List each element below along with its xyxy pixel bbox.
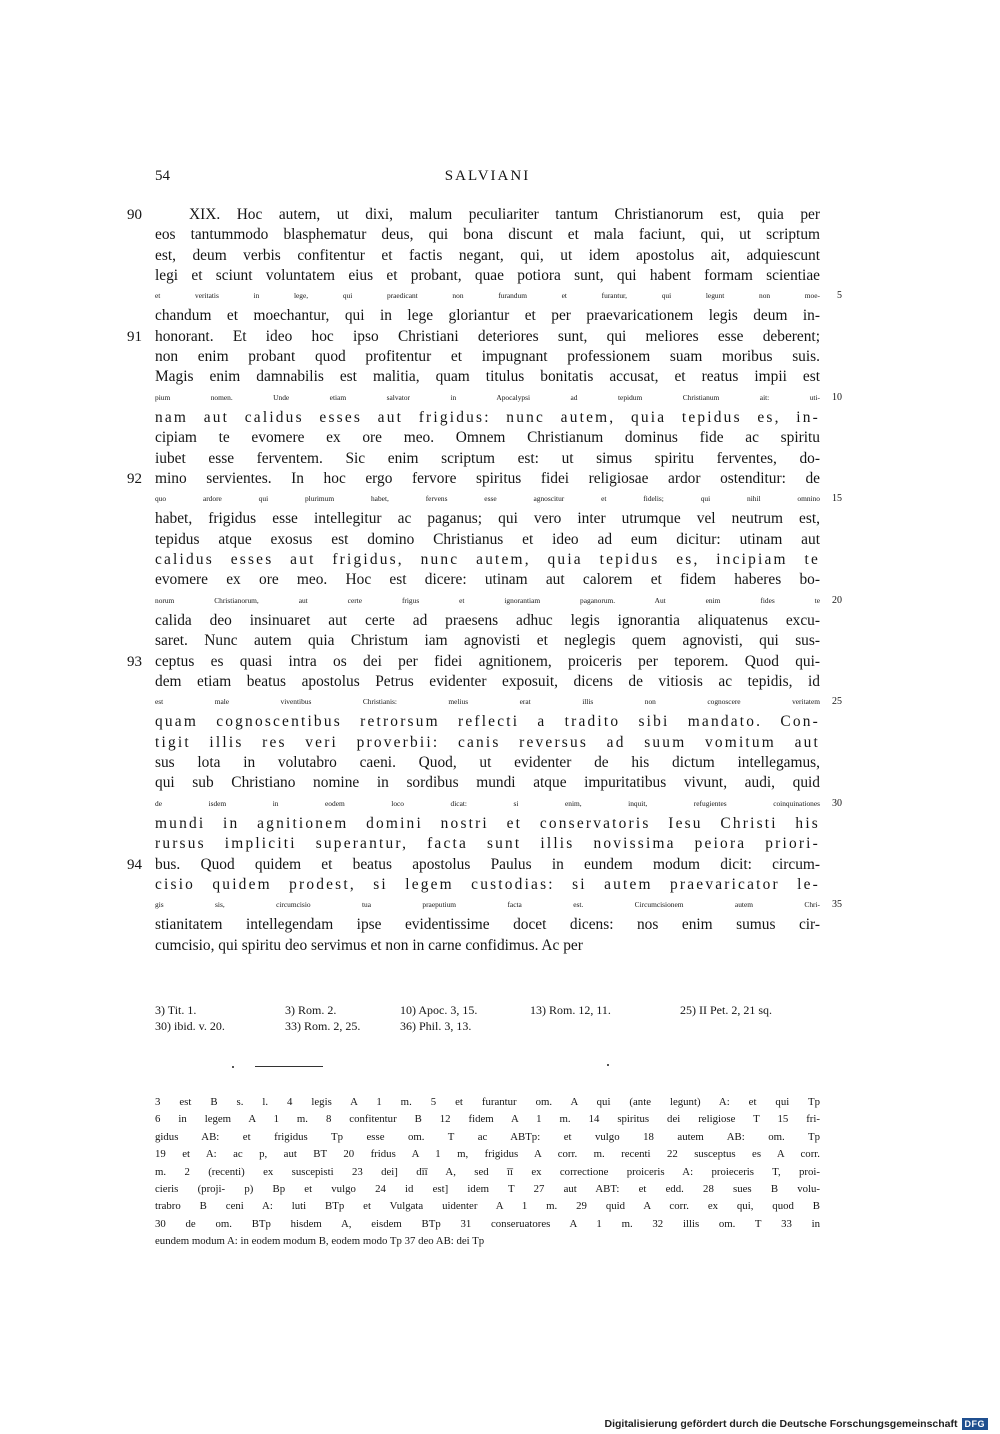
text-line bbox=[155, 530, 820, 550]
apparatus-line: trabro B ceni A: luti BTp et Vulgata uidenter A 1 m. 29 quid A corr. ex qui, quod B bbox=[155, 1200, 820, 1213]
line-text: legi et sciunt voluntatem eius et probant, quae potiora sunt, qui habent formam scientiae bbox=[155, 266, 820, 284]
footnote-ref: 13) Rom. 12, 11. bbox=[530, 1003, 611, 1017]
text-line bbox=[155, 266, 820, 286]
text-line bbox=[127, 327, 820, 347]
text-line bbox=[155, 753, 820, 773]
text-line bbox=[155, 834, 820, 854]
running-title: SALVIANI bbox=[444, 168, 531, 184]
text-line bbox=[155, 306, 820, 326]
text-line bbox=[155, 631, 820, 651]
line-text: habet, frigidus esse intellegitur ac paganus; qui vero inter utrumque vel neutrum est, bbox=[155, 510, 820, 528]
line-text: honorant. Et ideo hoc ipso Christiani deteriores sunt, qui meliores esse deberent; bbox=[155, 327, 820, 345]
apparatus-line: eundem modum A: in eodem modum B, eodem modo Tp 37 deo AB: dei Tp bbox=[155, 1235, 485, 1248]
footnote-ref: 10) Apoc. 3, 15. bbox=[400, 1003, 478, 1017]
text-line bbox=[155, 733, 820, 753]
text-line bbox=[155, 915, 820, 935]
text-line bbox=[155, 509, 820, 529]
digitization-notice bbox=[605, 1418, 988, 1430]
line-text: est male viventibus Christianis: melius erat illis non cognoscere veritatem bbox=[155, 697, 820, 707]
text-line bbox=[127, 469, 820, 489]
apparatus-line: 3 est B s. l. 4 legis A 1 m. 5 et furantur om. A qui (ante legunt) A: et qui Tp bbox=[155, 1096, 820, 1108]
line-text: non enim probant quod profitentur et impugnant professionem suam moribus suis. bbox=[155, 348, 820, 366]
text-line bbox=[127, 652, 820, 672]
footnote-ref: 33) Rom. 2, 25. bbox=[285, 1019, 361, 1033]
separator-dot bbox=[232, 1066, 234, 1068]
line-text: mundi in agnitionem domini nostri et conservatoris Iesu Christi his bbox=[155, 814, 820, 832]
line-text: nam aut calidus esses aut frigidus: nunc autem, quia tepidus es, in- bbox=[155, 408, 820, 426]
line-text: cisio quidem prodest, si legem custodias: si autem praevaricator le- bbox=[155, 875, 820, 893]
section-number: 93 bbox=[127, 653, 142, 670]
text-line bbox=[155, 936, 820, 956]
footnote-line bbox=[155, 1002, 820, 1018]
footnote-ref: 3) Rom. 2. bbox=[285, 1003, 337, 1017]
apparatus-line: 19 et A: ac p, aut BT 20 fridus A 1 m, frigidus A corr. m. recenti 22 susceptus es A corr. bbox=[155, 1148, 820, 1161]
text-line bbox=[155, 489, 842, 509]
separator-dot bbox=[607, 1064, 609, 1066]
text-line bbox=[127, 205, 820, 225]
section-number: 94 bbox=[127, 856, 142, 873]
footnote-rule bbox=[255, 1066, 323, 1067]
digitization-text: Digitalisierung gefördert durch die Deutsche Forschungsgemeinschaft bbox=[604, 1418, 958, 1430]
footnote-ref: 36) Phil. 3, 13. bbox=[400, 1019, 472, 1033]
text-line bbox=[155, 246, 820, 266]
line-text: saret. Nunc autem quia Christum iam agnovisti et neglegis quem agnovisti, qui sus- bbox=[155, 632, 820, 650]
line-number: 30 bbox=[832, 797, 842, 809]
line-number: 10 bbox=[832, 391, 842, 403]
footnote-ref: 3) Tit. 1. bbox=[155, 1003, 197, 1017]
line-text: Magis enim damnabilis est malitia, quam titulus bonitatis accusat, et reatus impii est bbox=[155, 368, 820, 386]
line-number: 35 bbox=[832, 899, 842, 911]
section-number: 92 bbox=[127, 470, 142, 487]
text-line bbox=[155, 712, 820, 732]
line-text: bus. Quod quidem et beatus apostolus Paulus in eundem modum dicit: circum- bbox=[155, 855, 820, 873]
scripture-references bbox=[155, 1002, 820, 1034]
text-line bbox=[155, 591, 842, 611]
text-line bbox=[155, 570, 820, 590]
line-text: iubet esse ferventem. Sic enim scriptum est: ut simus spiritu ferventes, do- bbox=[155, 449, 820, 467]
line-text: calida deo insinuaret aut certe ad praesens adhuc legis ignorantia aliquatenus excu- bbox=[155, 611, 820, 629]
page-number: 54 bbox=[155, 168, 170, 184]
line-text: eos tantummodo blasphematur deus, qui bona discunt et mala faciunt, qui, ut scriptum bbox=[155, 226, 820, 244]
apparatus-line: m. 2 (recenti) ex suscepisti 23 dei] dīī A, sed īī ex correctione proiceris A: proieceris T, proi- bbox=[155, 1165, 820, 1178]
line-number: 15 bbox=[832, 493, 842, 505]
line-text: tigit illis res veri proverbii: canis reversus ad suum vomitum aut bbox=[155, 733, 820, 751]
line-text: mino servientes. In hoc ergo fervore spiritus fidei religiosae ardor ostenditur: de bbox=[155, 469, 820, 487]
line-text: sus lota in volutabro caeni. Quod, ut evidenter de his dictum intellegamus, bbox=[155, 754, 820, 772]
text-line bbox=[155, 550, 820, 570]
text-line bbox=[155, 672, 820, 692]
footnote-ref: 30) ibid. v. 20. bbox=[155, 1019, 225, 1033]
text-line bbox=[155, 794, 842, 814]
dfg-logo: DFG bbox=[962, 1418, 989, 1430]
text-line bbox=[155, 449, 820, 469]
text-line bbox=[155, 347, 820, 367]
line-text: gis sis, circumcisio tua praeputium facta est. Circumcisionem autem Chri- bbox=[155, 900, 820, 910]
footnote-ref: 25) II Pet. 2, 21 sq. bbox=[680, 1003, 772, 1017]
apparatus-line: gidus AB: et frigidus Tp esse om. T ac ABTp: et vulgo 18 autem AB: om. Tp bbox=[155, 1130, 820, 1143]
text-line bbox=[155, 225, 820, 245]
line-text: XIX. Hoc autem, ut dixi, malum peculiariter tantum Christianorum est, quia per bbox=[189, 206, 820, 223]
footnote-line bbox=[155, 1018, 820, 1034]
line-text: cumcisio, qui spiritu deo servimus et non in carne confidimus. Ac per bbox=[155, 936, 583, 954]
line-text: ceptus es quasi intra os dei per fidei agnitionem, proiceris per teporem. Quod qui- bbox=[155, 652, 820, 670]
text-line bbox=[155, 286, 842, 306]
apparatus-line: 6 in legem A 1 m. 8 confitentur B 12 fidem A 1 m. 14 spiritus dei religiose T 15 fri- bbox=[155, 1113, 820, 1126]
line-text: quam cognoscentibus retrorsum reflecti a tradito sibi mandato. Con- bbox=[155, 713, 820, 731]
text-line bbox=[155, 875, 820, 895]
line-number: 20 bbox=[832, 594, 842, 606]
line-text: et veritatis in lege, qui praedicant non furandum et furantur, qui legunt non moe- bbox=[155, 291, 820, 301]
line-text: de isdem in eodem loco dicat: si enim, inquit, refugientes coinquinationes bbox=[155, 798, 820, 808]
line-text: stianitatem intellegendam ipse evidentissime docet dicens: nos enim sumus cir- bbox=[155, 916, 820, 934]
critical-apparatus bbox=[155, 1094, 820, 1251]
text-line bbox=[155, 692, 842, 712]
line-text: cipiam te evomere ex ore meo. Omnem Christianum dominus fide ac spiritu bbox=[155, 429, 820, 447]
line-text: norum Christianorum, aut certe frigus et ignorantiam paganorum. Aut enim fides te bbox=[155, 595, 820, 605]
section-number: 91 bbox=[127, 328, 142, 345]
text-line bbox=[155, 895, 842, 915]
text-line bbox=[127, 855, 820, 875]
line-text: calidus esses aut frigidus, nunc autem, quia tepidus es, incipiam te bbox=[155, 551, 820, 569]
line-text: dem etiam beatus apostolus Petrus evidenter exposuit, dicens de vitiosis ac tepidis, id bbox=[155, 672, 820, 690]
line-text: chandum et moechantur, qui in lege gloriantur et per praevaricationem legis deum in- bbox=[155, 307, 820, 325]
page-header bbox=[155, 168, 820, 190]
apparatus-line: cieris (proji- p) Bp et vulgo 24 id est] idem T 27 aut ABT: et edd. 28 sues B volu- bbox=[155, 1182, 820, 1195]
section-number: 90 bbox=[127, 207, 142, 223]
line-text: rursus impliciti superantur, facta sunt illis novissima peiora priori- bbox=[155, 835, 820, 853]
text-line bbox=[155, 428, 820, 448]
line-number: 5 bbox=[837, 290, 842, 302]
line-text: quo ardore qui plurimum habet, fervens esse agnoscitur et fidelis; qui nihil omnino bbox=[155, 494, 820, 504]
line-text: pium nomen. Unde etiam salvator in Apocalypsi ad tepidum Christianum ait: uti- bbox=[155, 392, 820, 402]
text-line bbox=[155, 367, 820, 387]
apparatus-line: 30 de om. BTp hisdem A, eisdem BTp 31 conseruatores A 1 m. 32 illis om. T 33 in bbox=[155, 1217, 820, 1230]
line-text: tepidus atque exosus est domino Christianus et ideo ad eum dicitur: utinam aut bbox=[155, 530, 820, 548]
text-line bbox=[155, 611, 820, 631]
line-number: 25 bbox=[832, 696, 842, 708]
line-text: qui sub Christiano nomine in sordibus mundi atque impuritatibus vivunt, audi, quid bbox=[155, 774, 820, 792]
text-line bbox=[155, 388, 842, 408]
line-text: est, deum verbis confitentur et factis negant, qui, ut idem apostolus ait, adquiescunt bbox=[155, 246, 820, 264]
text-line bbox=[155, 408, 820, 428]
text-line bbox=[155, 814, 820, 834]
line-text: evomere ex ore meo. Hoc est dicere: utinam aut calorem et fidem haberes bo- bbox=[155, 571, 820, 589]
main-text bbox=[127, 205, 842, 956]
text-line bbox=[155, 773, 820, 793]
